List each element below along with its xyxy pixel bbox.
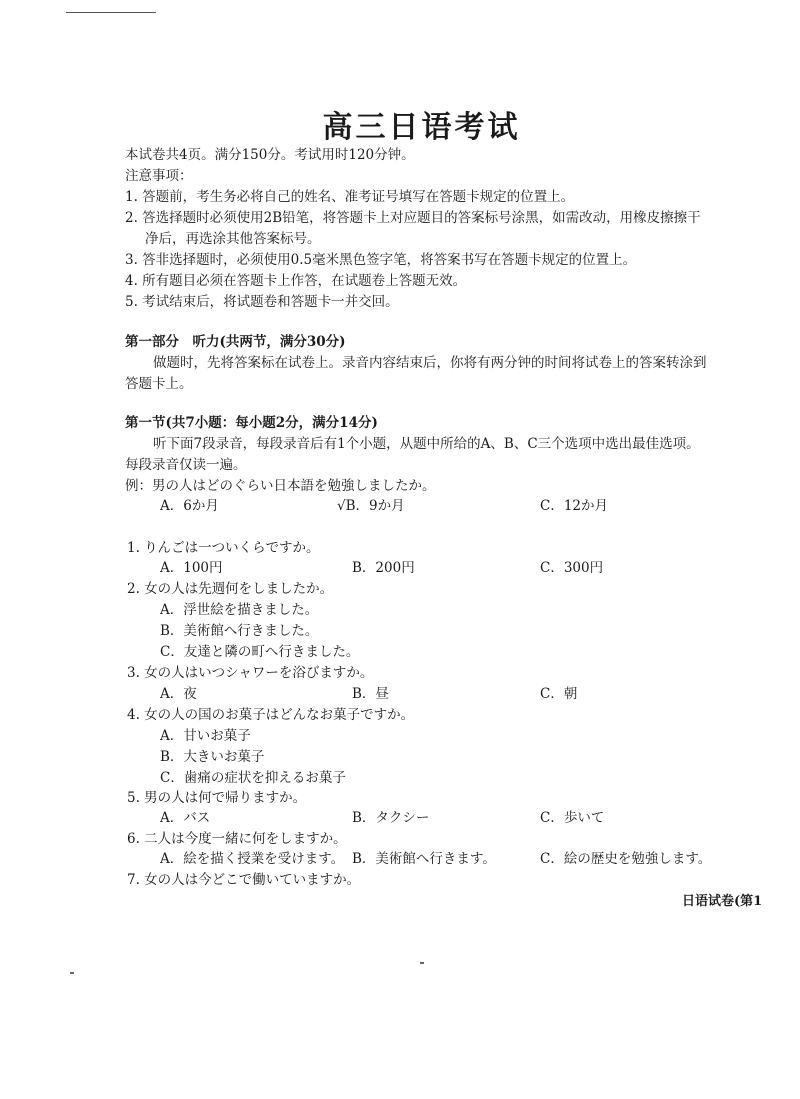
exam-intro: 本试卷共4页。满分150分。考试用时120分钟。 — [125, 147, 415, 163]
question-1-option-a: A．100円 — [160, 560, 223, 576]
part1-heading: 第一部分 听力(共两节，满分30分) — [125, 334, 346, 350]
question-4-option-c: C．歯痛の症状を抑えるお菓子 — [160, 770, 346, 786]
example-option-c: C．12か月 — [540, 498, 609, 514]
question-2-option-b: B．美術館へ行きました。 — [160, 623, 319, 639]
page-footer: 日语试卷(第1 — [682, 894, 763, 909]
note-item: 2. 答选择题时必须使用2B铅笔，将答题卡上对应题目的答案标号涂黑，如需改动，用橡皮擦擦干 — [125, 210, 701, 226]
example-option-a: A．6か月 — [160, 498, 219, 514]
part1-description-continued: 答题卡上。 — [125, 376, 193, 392]
question-1: 1. りんごは一ついくらですか。 — [127, 540, 320, 556]
section1-description: 听下面7段录音，每段录音后有1个小题，从题中所给的A、B、C三个选项中选出最佳选项。 — [153, 436, 700, 452]
section1-description-continued: 每段录音仅读一遍。 — [125, 457, 247, 473]
question-5-option-a: A．バス — [160, 810, 211, 826]
question-6-option-a: A．絵を描く授業を受けます。 — [160, 851, 345, 867]
example-option-b: √B．9か月 — [337, 498, 405, 514]
question-7: 7. 女の人は今どこで働いていますか。 — [127, 872, 361, 888]
scan-artifact-mark — [70, 972, 74, 974]
question-5-option-b: B．タクシー — [352, 810, 430, 826]
question-2: 2. 女の人は先週何をしましたか。 — [127, 581, 334, 597]
question-2-option-a: A．浮世絵を描きました。 — [160, 602, 319, 618]
question-6: 6. 二人は今度一緒に何をしますか。 — [127, 831, 347, 847]
question-6-option-b: B．美術館へ行きます。 — [352, 851, 496, 867]
question-3-option-a: A．夜 — [160, 686, 197, 702]
question-3: 3. 女の人はいつシャワーを浴びますか。 — [127, 665, 374, 681]
note-item: 3. 答非选择题时，必须使用0.5毫米黑色签字笔，将答案书写在答题卡规定的位置上。 — [125, 252, 637, 268]
question-3-option-c: C．朝 — [540, 686, 578, 702]
note-item-continued: 净后，再选涂其他答案标号。 — [145, 231, 321, 247]
question-4: 4. 女の人の国のお菓子はどんなお菓子ですか。 — [127, 707, 415, 723]
scan-artifact-line — [66, 12, 156, 13]
question-2-option-c: C．友達と隣の町へ行きました。 — [160, 644, 360, 660]
question-5: 5. 男の人は何で帰りますか。 — [127, 790, 307, 806]
question-4-option-b: B．大きいお菓子 — [160, 749, 265, 765]
part1-description: 做题时，先将答案标在试卷上。录音内容结束后，你将有两分钟的时间将试卷上的答案转涂到 — [153, 355, 707, 371]
section1-heading: 第一节(共7小题：每小题2分，满分14分) — [125, 415, 378, 431]
question-3-option-b: B．昼 — [352, 686, 389, 702]
note-item: 4. 所有题目必须在答题卡上作答，在试题卷上答题无效。 — [125, 273, 467, 289]
page-title: 高三日语考试 — [322, 110, 521, 145]
question-4-option-a: A．甘いお菓子 — [160, 728, 251, 744]
note-item: 1. 答题前，考生务必将自己的姓名、准考证号填写在答题卡规定的位置上。 — [125, 189, 575, 205]
scan-artifact-mark — [420, 962, 424, 964]
example-question: 例：男の人はどのぐらい日本語を勉強しましたか。 — [125, 478, 436, 494]
question-1-option-c: C．300円 — [540, 560, 604, 576]
note-item: 5. 考试结束后，将试题卷和答题卡一并交回。 — [125, 294, 399, 310]
question-1-option-b: B．200円 — [352, 560, 415, 576]
question-5-option-c: C．歩いて — [540, 810, 605, 826]
notes-heading: 注意事项： — [125, 168, 193, 184]
question-6-option-c: C．絵の歴史を勉強します。 — [540, 851, 712, 867]
